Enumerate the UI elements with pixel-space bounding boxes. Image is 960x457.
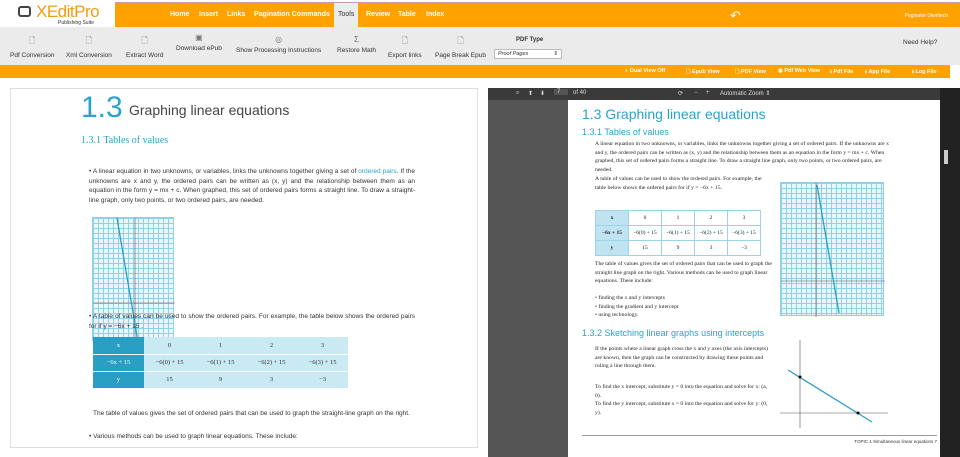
app-header <box>0 0 960 27</box>
next-page-icon[interactable]: ⬇ <box>540 91 546 97</box>
pdf-type-select[interactable]: Proof Pages ⇕ <box>494 49 562 59</box>
pdf-type-label: PDF Type <box>516 37 544 43</box>
pdf-bullet-list: • finding the x and y intercepts • finding the gradient and y intercept • using technology. <box>595 295 679 318</box>
pdf-paragraph-3: The table of values gives the set of ordered pairs that can be used to graph the straight line graph on the right. Various methods can be used to graph linear equations. These include: <box>595 261 772 284</box>
pdf-conversion-button[interactable]: 🗋 Pdf Conversion <box>10 36 55 59</box>
zoom-select[interactable] <box>720 90 770 97</box>
page-break-epub-button[interactable]: 🗋 Page Break Epub <box>435 36 486 59</box>
zoom-select-value: Automatic Zoom <box>720 91 764 97</box>
ordered-pairs-link[interactable]: ordered pairs <box>358 168 397 175</box>
previous-page-icon[interactable]: ⬆ <box>528 91 534 97</box>
section-heading: 1.3.1 Tables of values <box>81 135 169 146</box>
menu-table[interactable]: Table <box>398 11 416 18</box>
pdf-paragraph-5: To find the x intercept, substitute y = 0 into the equation and solve for x: (a, 0). <box>595 384 768 399</box>
values-table <box>93 337 348 389</box>
menu-home[interactable]: Home <box>170 11 190 18</box>
pdf-graph-2 <box>780 340 890 430</box>
restore-math-button[interactable]: Σ Restore Math <box>337 35 377 54</box>
pdf-web-view-link[interactable]: ◉ Pdf Web View <box>778 68 821 74</box>
table-row: y 15 9 3 −3 <box>93 371 348 388</box>
log-file-link[interactable]: ⭳ Log File <box>912 69 937 75</box>
paragraph-3: The table of values gives the set of ordered pairs that can be used to graph the straight-line graph on the right. <box>93 410 410 417</box>
epub-view-link[interactable]: 🗋 Epub View <box>686 69 720 75</box>
zoom-out-button[interactable]: − <box>694 90 698 96</box>
show-processing-instructions-button[interactable]: ◎ Show Processing Instructions <box>236 35 322 54</box>
xml-conversion-button[interactable]: 🗋 Xml Conversion <box>66 36 112 59</box>
table-row: −6x + 15 −6(0) + 15 −6(1) + 15 −6(2) + 15 −6(3) + 15 <box>596 226 761 241</box>
undo-icon[interactable]: ↶ <box>730 8 741 23</box>
pdf-footer: TOPIC 1 Simultaneous linear equations 7 <box>582 435 937 444</box>
chapter-title: Graphing linear equations <box>129 102 290 118</box>
export-links-button[interactable]: 🗋 Export links <box>388 36 422 59</box>
extract-word-button[interactable]: 🗋 Extract Word <box>126 36 164 59</box>
menu-insert[interactable]: Insert <box>199 11 219 18</box>
chat-icon <box>18 6 31 17</box>
pdf-file-link[interactable]: ⭳ Pdf File <box>830 69 854 75</box>
file-icon: 🗋 <box>85 36 93 45</box>
tablet-icon: ▣ <box>195 33 203 42</box>
sigma-icon: Σ <box>354 35 359 44</box>
editor-pane[interactable] <box>10 88 478 448</box>
pdf-scrollbar-thumb[interactable] <box>944 150 948 164</box>
zoom-in-button[interactable]: + <box>706 90 710 96</box>
pdf-graph-1 <box>780 182 884 316</box>
user-name[interactable]: Paginator Diwritech <box>904 13 948 19</box>
need-help-link[interactable]: Need Help? <box>903 39 938 46</box>
table-row: x 0 1 2 3 <box>93 337 348 354</box>
menu-links[interactable]: Links <box>227 11 246 18</box>
pdf-section-2: 1.3.2 Sketching linear graphs using intercepts <box>582 328 765 338</box>
pdf-title: 1.3 Graphing linear equations <box>582 106 766 122</box>
pdf-paragraph-1: A linear equation in two unknowns, or variables, links the unknowns together giving a set of ordered pairs. If the unknowns are x and y, the ordered pairs can be written as (x, y) and the relationship between them as an equation in the form y = mx + c. When graphed, this set of ordered pairs forms a straight line. To draw a straight line graph, only two points, or two ordered pairs, are needed. <box>595 141 889 173</box>
main-menu <box>115 2 960 27</box>
page-number-input[interactable]: 7 <box>554 89 568 95</box>
menu-index[interactable]: Index <box>426 11 445 18</box>
download-epub-button[interactable]: ▣ Download ePub <box>176 33 222 52</box>
logo-subtitle: Publishing Suite <box>58 20 94 26</box>
tools-toolbar <box>0 27 960 65</box>
eye-icon: ◎ <box>275 35 283 44</box>
pdf-page <box>568 100 943 457</box>
select-arrow-icon: ⇕ <box>553 51 558 57</box>
menu-pagination-commands[interactable]: Pagination Commands <box>254 11 330 18</box>
logo <box>18 3 113 27</box>
select-arrow-icon: ⇕ <box>765 91 771 97</box>
paragraph-2: • A table of values can be used to show the ordered pairs. For example, the table below shows the ordered pairs for if y = −6x + 15 . <box>89 313 415 330</box>
pdf-view-link[interactable]: 🗋 PDF View <box>735 69 766 75</box>
pdf-paragraph-4: If the points where a linear graph cross the x and y axes (the axis intercepts) are known, then the graph can be constructed by drawing these points and ruling a line through them. <box>595 346 768 369</box>
file-icon: 🗋 <box>401 36 409 45</box>
pdf-paragraph-2: A table of values can be used to show the ordered pairs. For example, the table below shows the ordered pairs for if y = −6x + 15. <box>595 176 762 191</box>
pdf-paragraph-6: To find the y intercept, substitute x = 0 into the equation and solve for y: (0, y). <box>595 401 768 416</box>
search-icon[interactable]: ⌕ <box>516 90 520 96</box>
file-icon: 🗋 <box>141 36 148 45</box>
pdf-section-1: 1.3.1 Tables of values <box>582 127 669 137</box>
pdf-viewer <box>488 88 954 457</box>
paragraph-4: • Various methods can be used to graph linear equations. These include: <box>89 433 298 440</box>
view-links-bar <box>0 65 950 78</box>
chapter-number: 1.3 <box>81 91 123 124</box>
menu-tools[interactable]: Tools <box>334 3 358 28</box>
page-count: of 40 <box>573 90 587 96</box>
paragraph-1: • A linear equation in two unknowns, or variables, links the unknowns together giving a set of ordered pairs. If the unknowns are x and y, the ordered pairs can be written as (x, y) and the relationship between them as an equation in the form y = mx + c. When graphed, this set of ordered pairs forms a straight line. To draw a straight-line graph, only two points, or two ordered pairs, are needed. <box>89 168 415 204</box>
table-row: x 0 1 2 3 <box>596 211 761 226</box>
file-icon: 🗋 <box>457 36 464 45</box>
table-row: y 15 9 3 −3 <box>596 241 761 256</box>
pdf-scrollbar-track[interactable] <box>940 88 960 457</box>
app-file-link[interactable]: ⭳ App File <box>865 69 891 75</box>
table-row: −6x + 15 −6(0) + 15 −6(1) + 15 −6(2) + 15 −6(3) + 15 <box>93 354 348 371</box>
pdf-viewer-toolbar <box>488 88 954 100</box>
file-icon: 🗋 <box>29 36 36 45</box>
logo-text: XEditPro <box>36 2 100 21</box>
rotate-icon[interactable]: ⟳ <box>678 91 684 97</box>
menu-review[interactable]: Review <box>366 11 391 18</box>
dual-view-off-link[interactable]: ◐ Dual View Off <box>625 68 666 74</box>
pdf-values-table <box>595 210 761 256</box>
